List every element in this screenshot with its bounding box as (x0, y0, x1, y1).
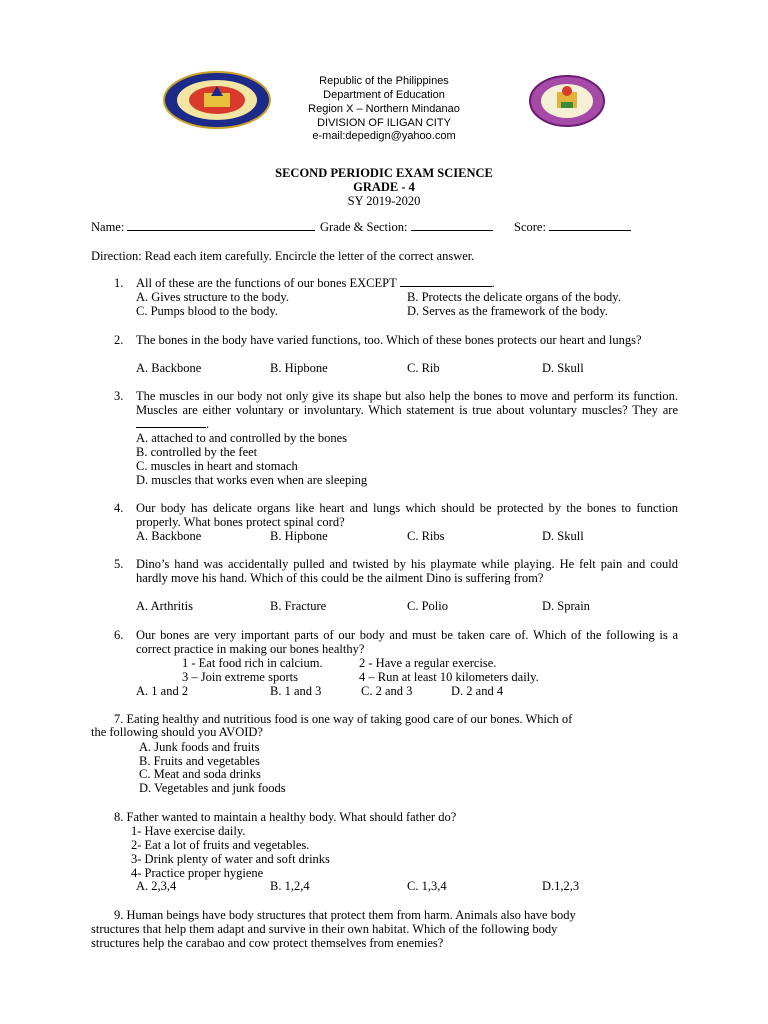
q2-text: The bones in the body have varied functions, too. Which of these bones protects our heart and lungs? (136, 333, 642, 347)
q3-choice-b[interactable]: B. controlled by the feet (136, 445, 258, 459)
q3-choice-c[interactable]: C. muscles in heart and stomach (136, 459, 298, 473)
grade-section-label (320, 220, 493, 234)
direction-text: Direction: Read each item carefully. Encircle the letter of the correct answer. (91, 249, 475, 263)
score-label (514, 220, 631, 234)
q8-choice-b[interactable]: B. 1,2,4 (270, 879, 310, 893)
score-label-text: Score: (514, 220, 546, 234)
q6-number: 6. (114, 628, 124, 642)
q5-choice-b[interactable]: B. Fracture (270, 599, 327, 613)
q1-choice-c[interactable]: C. Pumps blood to the body. (136, 304, 278, 318)
q3-text: The muscles in our body not only give its shape but also help the bones to move and perform its function. Muscles are either voluntary or involuntary. Which statement is true about voluntary muscles? They are . (136, 389, 678, 431)
q4-choice-a[interactable]: A. Backbone (136, 529, 202, 543)
q2-number: 2. (114, 333, 124, 347)
q6-item-4: 4 – Run at least 10 kilometers daily. (359, 670, 539, 684)
q4-choice-c[interactable]: C. Ribs (407, 529, 445, 543)
q8-text: 8. Father wanted to maintain a healthy body. What should father do? (114, 810, 457, 824)
q7-choice-a[interactable]: A. Junk foods and fruits (139, 740, 260, 754)
q4-choice-d[interactable]: D. Skull (542, 529, 584, 543)
q2-choice-b[interactable]: B. Hipbone (270, 361, 328, 375)
q5-choice-c[interactable]: C. Polio (407, 599, 448, 613)
q7-line-1: 7. Eating healthy and nutritious food is one way of taking good care of our bones. Which of (114, 712, 573, 726)
q4-choice-b[interactable]: B. Hipbone (270, 529, 328, 543)
q7-choice-b[interactable]: B. Fruits and vegetables (139, 754, 260, 768)
exam-grade: GRADE - 4 (353, 180, 415, 194)
exam-school-year: SY 2019-2020 (347, 194, 421, 208)
q6-text: Our bones are very important parts of our body and must be taken care of. Which of the following is a correct practice in making our bones healthy? (136, 628, 678, 656)
q6-item-1: 1 - Eat food rich in calcium. (182, 656, 323, 670)
header-republic: Republic of the Philippines (319, 75, 449, 87)
q8-item-4: 4- Practice proper hygiene (131, 866, 264, 880)
q6-choice-d[interactable]: D. 2 and 4 (451, 684, 504, 698)
header-email: e-mail:depedign@yahoo.com (312, 130, 456, 142)
q6-choice-c[interactable]: C. 2 and 3 (361, 684, 413, 698)
q1-choice-a[interactable]: A. Gives structure to the body. (136, 290, 289, 304)
q7-line-2: the following should you AVOID? (91, 725, 263, 739)
q4-text: Our body has delicate organs like heart and lungs which should be protected by the bones to function properly. What bones protect spinal cord? (136, 501, 678, 529)
score-blank[interactable] (549, 220, 631, 231)
q6-item-2: 2 - Have a regular exercise. (359, 656, 497, 670)
name-blank[interactable] (127, 220, 315, 231)
grade-section-label-text: Grade & Section: (320, 220, 408, 234)
q1-question: All of these are the functions of our bones EXCEPT (136, 276, 397, 290)
q2-choice-d[interactable]: D. Skull (542, 361, 584, 375)
q5-text: Dino’s hand was accidentally pulled and twisted by his playmate while playing. He felt pain and could hardly move his hand. Which of this could be the ailment Dino is suffering from? (136, 557, 678, 585)
q7-choice-c[interactable]: C. Meat and soda drinks (139, 767, 261, 781)
q5-choice-a[interactable]: A. Arthritis (136, 599, 193, 613)
q5-choice-d[interactable]: D. Sprain (542, 599, 590, 613)
q3-answer-blank (136, 417, 206, 428)
header-region: Region X – Northern Mindanao (308, 103, 460, 115)
q3-choice-d[interactable]: D. muscles that works even when are sleeping (136, 473, 368, 487)
name-label-text: Name: (91, 220, 125, 234)
q6-item-3: 3 – Join extreme sports (182, 670, 298, 684)
q7-choice-d[interactable]: D. Vegetables and junk foods (139, 781, 286, 795)
name-label (91, 220, 315, 234)
q5-number: 5. (114, 557, 124, 571)
q6-choice-a[interactable]: A. 1 and 2 (136, 684, 189, 698)
q8-choice-c[interactable]: C. 1,3,4 (407, 879, 447, 893)
q3-question: The muscles in our body not only give its shape but also help the bones to move and perform its function. Muscles are either voluntary or involuntary. Which statement is true about voluntary muscles? They are (136, 389, 678, 417)
q6-choice-b[interactable]: B. 1 and 3 (270, 684, 322, 698)
q8-choice-d[interactable]: D.1,2,3 (542, 879, 580, 893)
q1-answer-blank (400, 276, 492, 287)
q8-item-1: 1- Have exercise daily. (131, 824, 246, 838)
q1-choice-b[interactable]: B. Protects the delicate organs of the body. (407, 290, 621, 304)
exam-title: SECOND PERIODIC EXAM SCIENCE (275, 166, 493, 180)
q8-item-3: 3- Drink plenty of water and soft drinks (131, 852, 330, 866)
q1-text: All of these are the functions of our bones EXCEPT . (136, 276, 495, 290)
q1-number: 1. (114, 276, 124, 290)
header-deped: Department of Education (323, 89, 445, 101)
q9-line-3: structures help the carabao and cow protect themselves from enemies? (91, 936, 444, 950)
header-division: DIVISION OF ILIGAN CITY (317, 117, 451, 129)
q9-line-1: 9. Human beings have body structures that protect them from harm. Animals also have body (114, 908, 576, 922)
q2-choice-a[interactable]: A. Backbone (136, 361, 202, 375)
q2-choice-c[interactable]: C. Rib (407, 361, 440, 375)
q4-number: 4. (114, 501, 124, 515)
q3-choice-a[interactable]: A. attached to and controlled by the bones (136, 431, 348, 445)
q8-item-2: 2- Eat a lot of fruits and vegetables. (131, 838, 310, 852)
q1-choice-d[interactable]: D. Serves as the framework of the body. (407, 304, 608, 318)
q3-number: 3. (114, 389, 124, 403)
q8-choice-a[interactable]: A. 2,3,4 (136, 879, 177, 893)
grade-section-blank[interactable] (411, 220, 493, 231)
q9-line-2: structures that help them adapt and survive in their own habitat. Which of the following body (91, 922, 558, 936)
